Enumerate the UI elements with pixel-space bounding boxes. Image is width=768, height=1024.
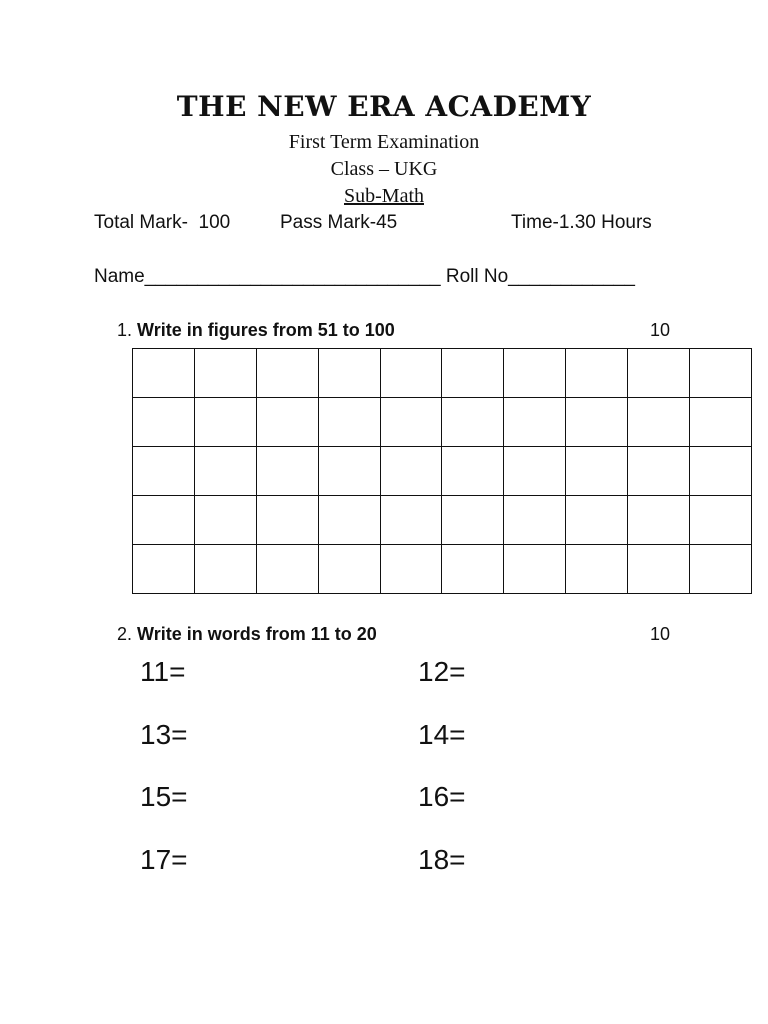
number-word-item: 18= (418, 844, 466, 875)
question-1-number: 1. (117, 320, 133, 340)
grid-row (133, 496, 752, 545)
grid-cell[interactable] (628, 447, 690, 496)
question-1 (117, 320, 395, 341)
pass-mark: Pass Mark-45 (280, 212, 398, 233)
question-2-text: Write in words from 11 to 20 (137, 624, 377, 644)
grid-cell[interactable] (566, 545, 628, 594)
grid-cell[interactable] (133, 496, 195, 545)
grid-cell[interactable] (566, 496, 628, 545)
grid-cell[interactable] (442, 496, 504, 545)
grid-cell[interactable] (133, 398, 195, 447)
grid-cell[interactable] (133, 349, 195, 398)
grid-cell[interactable] (380, 447, 442, 496)
grid-cell[interactable] (133, 545, 195, 594)
grid-cell[interactable] (194, 398, 256, 447)
number-word-item: 14= (418, 719, 466, 750)
grid-cell[interactable] (318, 398, 380, 447)
grid-cell[interactable] (194, 447, 256, 496)
student-info-row (94, 266, 635, 288)
grid-row (133, 545, 752, 594)
question-1-marks: 10 (650, 320, 671, 340)
number-word-item: 13= (140, 719, 188, 750)
grid-cell[interactable] (628, 545, 690, 594)
grid-row (133, 349, 752, 398)
grid-cell[interactable] (566, 447, 628, 496)
exam-title: First Term Examination (288, 131, 480, 153)
grid-cell[interactable] (318, 545, 380, 594)
grid-cell[interactable] (318, 349, 380, 398)
school-name: THE NEW ERA ACADEMY (176, 90, 592, 123)
answer-grid (132, 348, 752, 594)
total-mark: Total Mark- 100 (94, 212, 231, 233)
number-word-item: 17= (140, 844, 188, 875)
class-label: Class – UKG (330, 158, 438, 180)
grid-cell[interactable] (380, 496, 442, 545)
grid-cell[interactable] (256, 349, 318, 398)
number-word-item: 16= (418, 781, 466, 812)
grid-cell[interactable] (628, 496, 690, 545)
grid-cell[interactable] (380, 545, 442, 594)
grid-cell[interactable] (566, 398, 628, 447)
name-field[interactable]: Name____________________________ (94, 266, 441, 287)
number-word-item: 11= (140, 656, 186, 687)
grid-cell[interactable] (442, 447, 504, 496)
grid-cell[interactable] (566, 349, 628, 398)
grid-cell[interactable] (256, 398, 318, 447)
grid-cell[interactable] (318, 447, 380, 496)
grid-cell[interactable] (504, 496, 566, 545)
grid-cell[interactable] (256, 496, 318, 545)
question-1-text: Write in figures from 51 to 100 (137, 320, 395, 340)
grid-cell[interactable] (318, 496, 380, 545)
question-2 (117, 624, 377, 645)
grid-cell[interactable] (194, 545, 256, 594)
grid-cell[interactable] (194, 349, 256, 398)
grid-cell[interactable] (380, 349, 442, 398)
subject-label: Sub-Math (344, 185, 424, 207)
grid-row (133, 447, 752, 496)
grid-cell[interactable] (504, 349, 566, 398)
grid-cell[interactable] (504, 545, 566, 594)
number-word-item: 12= (418, 656, 466, 687)
grid-cell[interactable] (690, 398, 752, 447)
grid-cell[interactable] (133, 447, 195, 496)
grid-cell[interactable] (256, 545, 318, 594)
grid-cell[interactable] (628, 398, 690, 447)
roll-no-field[interactable]: Roll No____________ (445, 266, 635, 287)
time-allowed: Time-1.30 Hours (511, 212, 652, 233)
grid-cell[interactable] (690, 349, 752, 398)
grid-cell[interactable] (442, 398, 504, 447)
grid-cell[interactable] (690, 447, 752, 496)
grid-cell[interactable] (442, 545, 504, 594)
grid-cell[interactable] (504, 447, 566, 496)
grid-row (133, 398, 752, 447)
grid-cell[interactable] (628, 349, 690, 398)
grid-cell[interactable] (256, 447, 318, 496)
question-2-number: 2. (117, 624, 133, 644)
grid-cell[interactable] (380, 398, 442, 447)
grid-cell[interactable] (690, 496, 752, 545)
grid-cell[interactable] (504, 398, 566, 447)
number-word-item: 15= (140, 781, 188, 812)
grid-cell[interactable] (442, 349, 504, 398)
grid-cell[interactable] (194, 496, 256, 545)
question-2-marks: 10 (650, 624, 671, 644)
grid-cell[interactable] (690, 545, 752, 594)
